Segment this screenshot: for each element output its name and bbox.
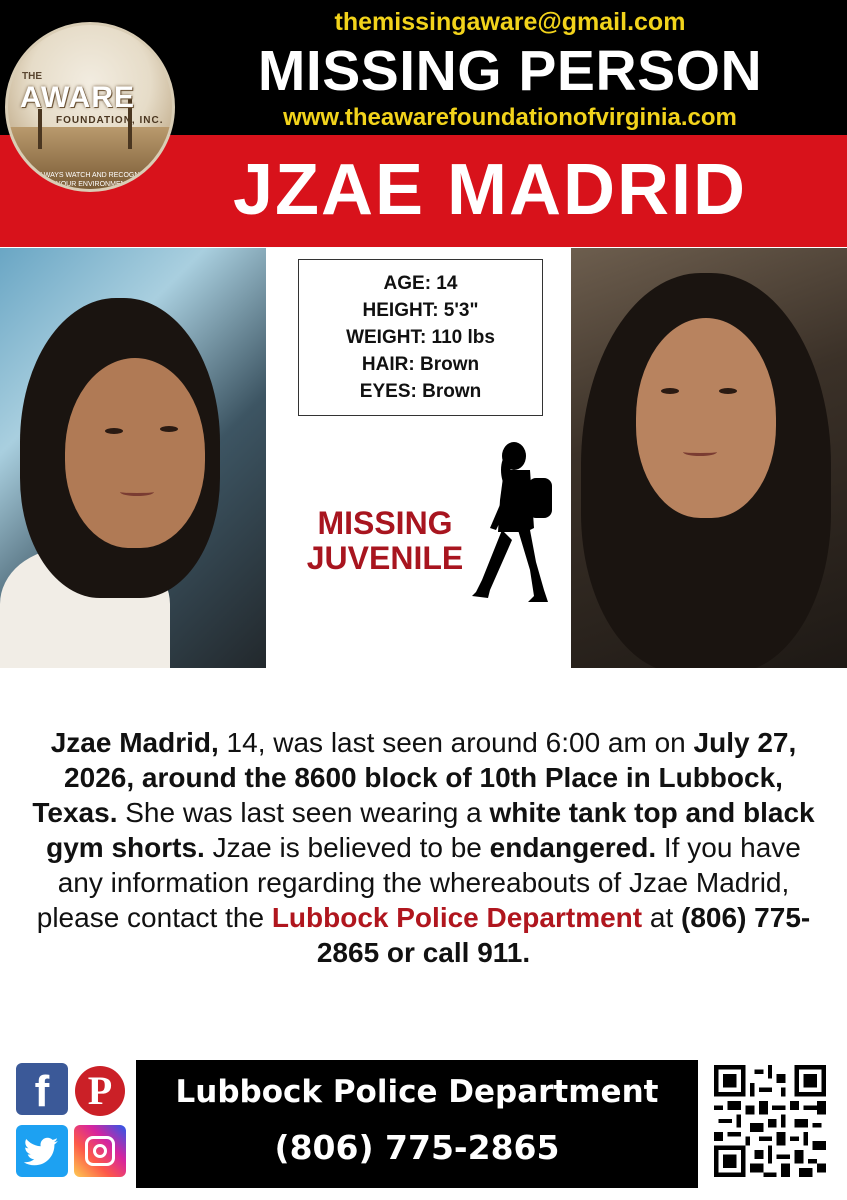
contact-agency: Lubbock Police Department <box>175 1074 659 1110</box>
pinterest-glyph: P <box>75 1066 125 1116</box>
photo-right <box>571 248 847 668</box>
photo-mouth <box>120 488 154 496</box>
social-icons <box>16 1063 128 1179</box>
desc-name: Jzae Madrid, <box>50 727 219 758</box>
info-weight: WEIGHT: 110 lbs <box>346 327 495 348</box>
website-link[interactable]: www.theawarefoundationofvirginia.com <box>283 104 737 131</box>
photo-face <box>65 358 205 548</box>
desc-text: Jzae is believed to be <box>204 832 490 863</box>
photo-eye <box>661 388 679 394</box>
contact-phone[interactable]: (806) 775-2865 <box>274 1128 560 1167</box>
desc-text: at <box>642 902 682 933</box>
desc-phone: (806) 775-2865 or call 911. <box>316 902 811 968</box>
desc-text: She was last seen wearing a <box>117 797 490 828</box>
photo-left <box>0 248 266 668</box>
missing-juvenile-label-line1: MISSING <box>317 505 453 541</box>
logo-text-aware: AWARE <box>20 81 136 114</box>
desc-date-location: July 27, 2026, around the 8600 block of 10th Place in Lubbock, Texas. <box>32 727 797 828</box>
instagram-icon[interactable] <box>74 1125 126 1177</box>
photo-eye <box>160 426 178 432</box>
desc-text: 14, was last seen around 6:00 am on <box>218 727 694 758</box>
photo-face <box>636 318 776 518</box>
logo-tree <box>38 109 42 149</box>
desc-clothing: white tank top and black gym shorts. <box>46 797 815 863</box>
info-box <box>298 259 543 416</box>
info-eyes: EYES: Brown <box>359 381 482 402</box>
contact-email[interactable]: themissingaware@gmail.com <box>334 8 686 36</box>
missing-juvenile-label-line2: JUVENILE <box>306 540 464 576</box>
desc-agency: Lubbock Police Department <box>271 902 643 933</box>
contact-box <box>136 1060 698 1188</box>
info-age: AGE: 14 <box>383 273 458 294</box>
twitter-bird-icon <box>16 1125 68 1177</box>
pinterest-icon[interactable] <box>74 1065 126 1117</box>
info-hair: HAIR: Brown <box>361 354 480 375</box>
person-name: JZAE MADRID <box>232 150 747 230</box>
logo-text-foundation: FOUNDATION, INC. <box>56 115 164 126</box>
logo-tagline: ALWAYS WATCH AND RECOGNIZE YOUR ENVIRONMENT <box>35 172 151 188</box>
walking-girl-silhouette-icon <box>468 440 564 610</box>
case-description <box>20 725 827 970</box>
aware-foundation-logo <box>5 22 175 192</box>
photo-eye <box>105 428 123 434</box>
info-height: HEIGHT: 5'3" <box>362 300 479 321</box>
desc-endangered: endangered. <box>489 832 657 863</box>
logo-text-the: THE <box>22 71 42 82</box>
instagram-lens <box>93 1144 107 1158</box>
facebook-icon[interactable]: f <box>16 1063 68 1115</box>
twitter-icon[interactable] <box>16 1125 68 1177</box>
desc-text: If you have any information regarding the whereabouts of Jzae Madrid, please contact the <box>36 832 801 933</box>
headline: MISSING PERSON <box>257 39 763 103</box>
photo-eye <box>719 388 737 394</box>
qr-code-icon[interactable] <box>714 1065 826 1177</box>
photo-mouth <box>683 448 717 456</box>
